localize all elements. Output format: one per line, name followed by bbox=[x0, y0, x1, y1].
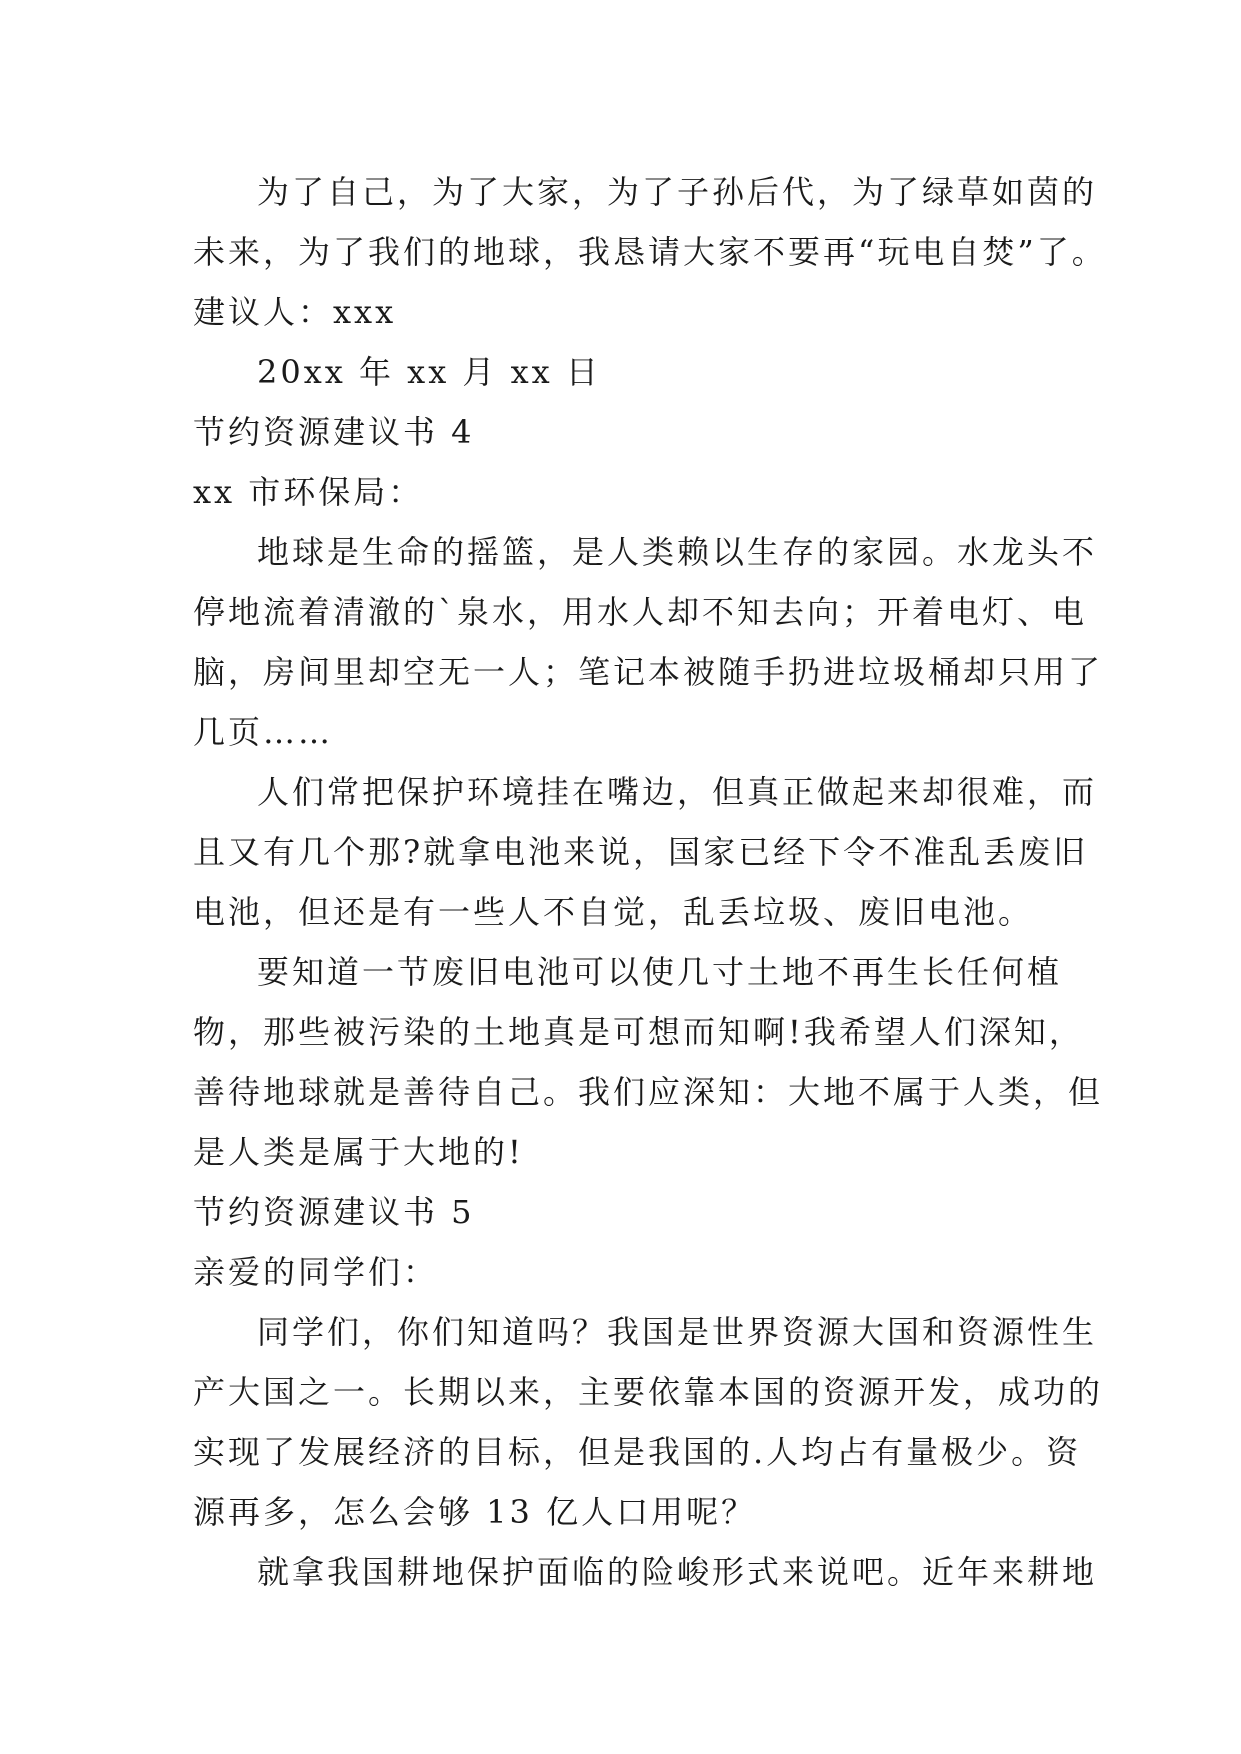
text-line: 停地流着清澈的`泉水，用水人却不知去向；开着电灯、电 bbox=[193, 593, 1088, 631]
signature-line: 建议人：xxx bbox=[193, 293, 397, 331]
text-line: 是人类是属于大地的! bbox=[193, 1133, 524, 1171]
text-line: 脑，房间里却空无一人；笔记本被随手扔进垃圾桶却只用了 bbox=[193, 653, 1104, 691]
text-line: 地球是生命的摇篮，是人类赖以生存的家园。水龙头不 bbox=[257, 533, 1098, 571]
text-line: 人们常把保护环境挂在嘴边，但真正做起来却很难，而 bbox=[257, 773, 1098, 811]
text-line: 电池，但还是有一些人不自觉，乱丢垃圾、废旧电池。 bbox=[193, 893, 1034, 931]
text-line: 实现了发展经济的目标，但是我国的.人均占有量极少。资 bbox=[193, 1433, 1082, 1471]
salutation: 亲爱的同学们： bbox=[193, 1253, 439, 1291]
text-line: 同学们，你们知道吗？我国是世界资源大国和资源性生 bbox=[257, 1313, 1098, 1351]
text-line: 几页…… bbox=[193, 713, 334, 751]
text-line: 未来，为了我们的地球，我恳请大家不要再“玩电自焚”了。 bbox=[193, 233, 1107, 271]
document-page bbox=[193, 162, 1107, 1602]
text-line: 就拿我国耕地保护面临的险峻形式来说吧。近年来耕地 bbox=[257, 1553, 1098, 1591]
text-line: 且又有几个那?就拿电池来说，国家已经下令不准乱丢废旧 bbox=[193, 833, 1089, 871]
salutation: xx 市环保局： bbox=[193, 473, 424, 511]
text-line: 善待地球就是善待自己。我们应深知：大地不属于人类，但 bbox=[193, 1073, 1104, 1111]
text-line: 要知道一节废旧电池可以使几寸土地不再生长任何植 bbox=[257, 953, 1063, 991]
date-line: 20xx 年 xx 月 xx 日 bbox=[257, 353, 601, 391]
text-line: 产大国之一。长期以来，主要依靠本国的资源开发，成功的 bbox=[193, 1373, 1104, 1411]
section-title: 节约资源建议书 4 bbox=[193, 413, 475, 451]
text-line: 物，那些被污染的土地真是可想而知啊!我希望人们深知， bbox=[193, 1013, 1084, 1051]
text-line: 为了自己，为了大家，为了子孙后代，为了绿草如茵的 bbox=[257, 173, 1098, 211]
text-line: 源再多，怎么会够 13 亿人口用呢？ bbox=[193, 1493, 757, 1531]
section-title: 节约资源建议书 5 bbox=[193, 1193, 475, 1231]
